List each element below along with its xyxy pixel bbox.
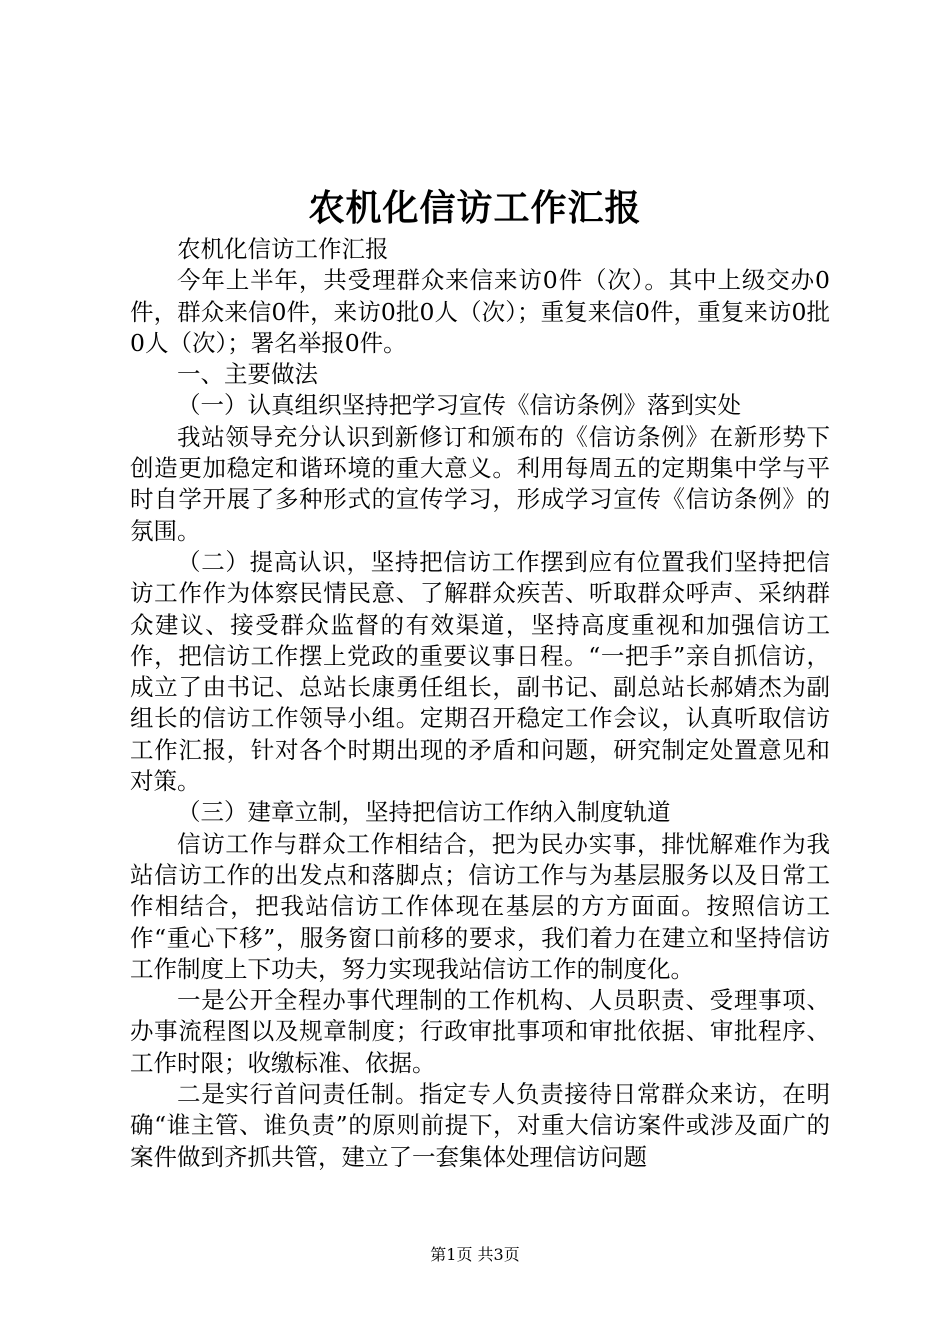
- body-paragraph-subtitle: 农机化信访工作汇报: [177, 235, 389, 263]
- subsection-heading-1: （一）认真组织坚持把学习宣传《信访条例》落到实处: [177, 391, 741, 420]
- body-paragraph: 信访工作与群众工作相结合，把为民办实事，排忧解难作为我站信访工作的出发点和落脚点；信访工作与为基层服务以及日常工作相结合，把我站信访工作体现在基层的方方面面。按照信访工作“重心下移”，服务窗口前移的要求，我们着力在建立和坚持信访工作制度上下功夫，努力实现我站信访工作的制度化。: [130, 829, 830, 983]
- subsection-paragraph-2: （二）提高认识，坚持把信访工作摆到应有位置我们坚持把信访工作作为体察民情民意、了解群众疾苦、听取群众呼声、采纳群众建议、接受群众监督的有效渠道，坚持高度重视和加强信访工作，把信访工作摆上党政的重要议事日程。“一把手”亲自抓信访，成立了由书记、总站长康勇任组长，副书记、副总站长郝婧杰为副组长的信访工作领导小组。定期召开稳定工作会议，认真听取信访工作汇报，针对各个时期出现的矛盾和问题，研究制定处置意见和对策。: [130, 547, 830, 796]
- section-heading-main-practices: 一、主要做法: [177, 360, 318, 389]
- document-body: [130, 234, 830, 1173]
- page-number-footer: 第1页 共3页: [430, 1245, 520, 1264]
- subsection-heading-3: （三）建章立制，坚持把信访工作纳入制度轨道: [177, 798, 671, 827]
- body-paragraph-summary: 今年上半年，共受理群众来信来访0件（次）。其中上级交办0件，群众来信0件，来访0批0人（次）；重复来信0件，重复来访0批0人（次）；署名举报0件。: [130, 266, 830, 357]
- body-paragraph: 一是公开全程办事代理制的工作机构、人员职责、受理事项、办事流程图以及规章制度；行政审批事项和审批依据、审批程序、工作时限；收缴标准、依据。: [130, 986, 830, 1077]
- document-title: 农机化信访工作汇报: [308, 187, 642, 229]
- body-paragraph: 二是实行首问责任制。指定专人负责接待日常群众来访，在明确“谁主管、谁负责”的原则前提下，对重大信访案件或涉及面广的案件做到齐抓共管，建立了一套集体处理信访问题: [130, 1080, 830, 1171]
- body-paragraph: 我站领导充分认识到新修订和颁布的《信访条例》在新形势下创造更加稳定和谐环境的重大意义。利用每周五的定期集中学与平时自学开展了多种形式的宣传学习，形成学习宣传《信访条例》的氛围。: [130, 422, 830, 545]
